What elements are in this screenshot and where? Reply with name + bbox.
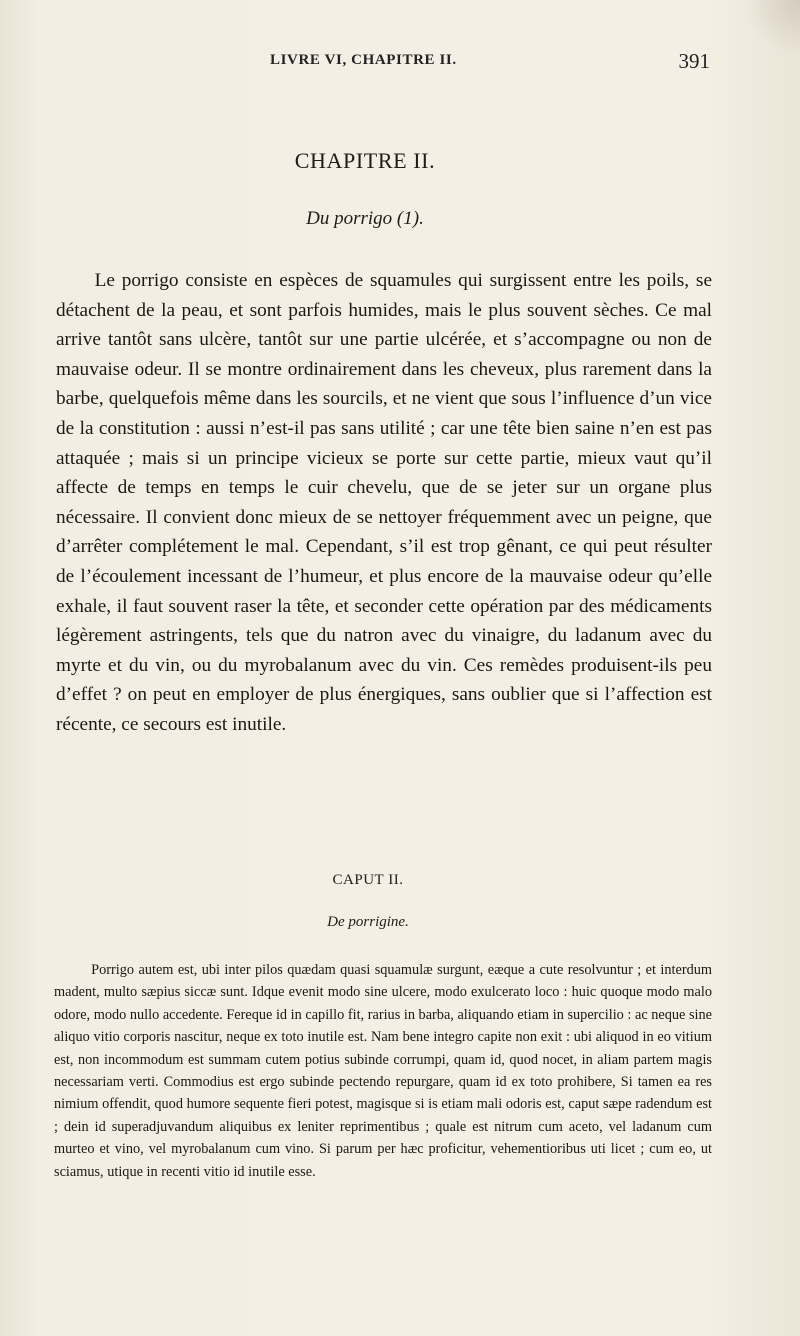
chapter-title: CHAPITRE II. (294, 148, 436, 173)
page-edge-shadow (740, 0, 800, 60)
french-paragraph: Le porrigo consiste en espèces de squamules qui surgissent entre les poils, se détachent de la peau, et sont parfois humides, mais le plus souvent sèches. Ce mal arrive tantôt sans ulcère, tantôt sur une partie ulcérée, et s’accompagne ou non de mauvaise odeur. Il se montre ordinairement dans les cheveux, plus rarement dans la barbe, quelquefois même dans les sourcils, et ne vient que sous l’influence d’un vice de la constitution : aussi n’est-il pas sans utilité ; car une tête bien saine n’en est pas attaquée ; mais si un principe vicieux se porte sur cette partie, mieux vaut qu’il affecte de temps en temps le cuir chevelu, que de se jeter sur un organe plus nécessaire. Il convient donc mieux de se nettoyer fréquemment avec un peigne, que d’arrêter complétement le mal. Cependant, s’il est trop gênant, ce qui peut résulter de l’écoulement incessant de l’humeur, et plus encore de la mauvaise odeur qu’elle exhale, il faut souvent raser la tête, et seconder cette opération par des médicaments légèrement astringents, tels que du natron avec du vinaigre, du ladanum avec du myrte et du vin, ou du myrobalanum avec du vin. Ces remèdes produisent-ils peu d’effet ? on peut en employer de plus énergiques, sans oublier que si l’affection est récente, ce secours est inutile. (56, 270, 712, 735)
page-number: 391 (678, 49, 710, 73)
latin-subheading: De porrigine. (327, 914, 409, 930)
chapter-subtitle: Du porrigo (1). (306, 208, 424, 229)
latin-heading: CAPUT II. (332, 872, 404, 888)
page-header (58, 49, 710, 82)
running-head: LIVRE VI, CHAPITRE II. (270, 52, 457, 68)
latin-paragraph: Porrigo autem est, ubi inter pilos quædam quasi squamulæ surgunt, eæque a cute resolvuntur ; et interdum madent, multo sæpius siccæ sunt. Idque evenit modo sine ulcere, modo exulcerato loco : huic quoque modo malo odore, modo nullo accedente. Fereque id in capillo fit, rarius in barba, aliquando etiam in supercilio : ac neque sine aliquo vitio corporis nascitur, neque ex toto inutile est. Nam bene integro capite non exit : ubi aliquod in eo vitium est, non incommodum est summam cutem potius subinde corrumpi, quam id, quod nocet, in aliam partem magis necessariam verti. Commodius est ergo subinde pectendo repurgare, quam id ex toto prohibere, Si tamen ea res nimium offendit, quod humore sequente fieri potest, magisque si is etiam mali odoris est, caput sæpe radendum est ; dein id superadjuvandum aliquibus ex leniter reprimentibus ; quale est nitrum cum aceto, vel ladanum cum murteo et vino, vel myrobalanum cum vino. Si parum per hæc proficitur, vehementioribus uti licet ; cum eo, ut sciamus, utique in recenti vitio id inutile esse. (54, 962, 712, 1180)
